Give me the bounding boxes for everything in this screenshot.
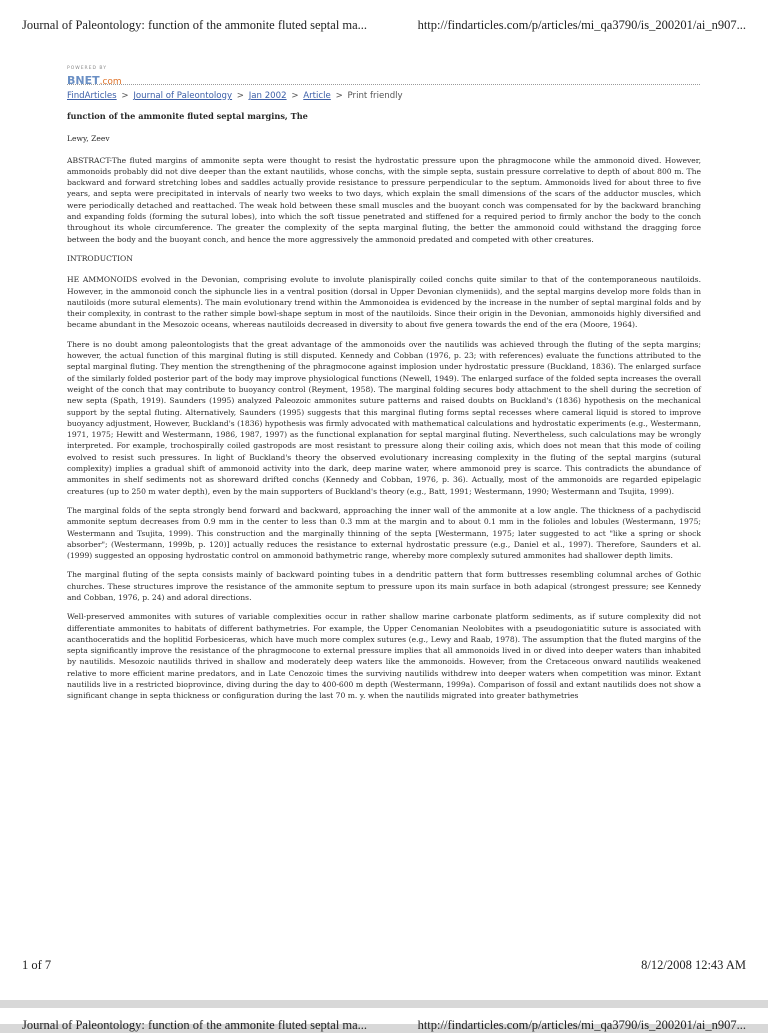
article-paragraph-4: The marginal fluting of the septa consists mainly of backward pointing tubes in a dendritic pattern that form buttresses resembling columnal arches of Gothic churches. These structures improve the resistance of the ammonite septum to pressure upon its main surface in both adapical (strongest pressure; see Kennedy and Cobban, 1976, p. 24) and adoral directions. — [67, 570, 701, 602]
breadcrumb-separator: > — [335, 91, 343, 101]
print-footer — [22, 958, 746, 974]
breadcrumb-link-article[interactable]: Article — [303, 91, 331, 101]
breadcrumb-link-issue[interactable]: Jan 2002 — [248, 91, 287, 101]
breadcrumb-separator: > — [236, 91, 244, 101]
breadcrumb-link-findarticles[interactable]: FindArticles — [67, 91, 117, 101]
next-page-header-title: Journal of Paleontology: function of the ammonite fluted septal ma... — [22, 1018, 368, 1032]
brand-name — [67, 74, 122, 87]
powered-by-label: POWERED BY — [67, 66, 108, 71]
section-heading: INTRODUCTION — [67, 253, 133, 263]
article-paragraph-1: HE AMMONOIDS evolved in the Devonian, comprising evolute to involute planispirally coiled conchs quite similar to that of the contemporaneous nautiloids. However, in the ammonoid conch the siphuncle lies in a ventral position (dorsal in Upper Devonian clymeniids), and the septal margins develop more folds than in nautiloids (more sutural elements). The main evolutionary trend within the Ammonoidea is evidenced by the increase in the number of septal marginal folds and by their complexity, in contrast to the rather simple bowl-shape septum in most of the nautiloids. Since their origin in the Devonian, ammonoids highly diversified and became abundant in the Mesozoic oceans, whereas nautiloids decreased in diversity to about five genera towards the end of the era (Moore, 1964). — [67, 275, 701, 330]
article-author: Lewy, Zeev — [67, 134, 110, 144]
breadcrumb — [67, 91, 403, 101]
next-page-header-url: http://findarticles.com/p/articles/mi_qa3790/is_200201/ai_n907... — [417, 1018, 746, 1032]
next-print-page — [0, 1008, 768, 1032]
dotted-divider — [67, 84, 700, 85]
page-number: 1 of 7 — [22, 958, 52, 972]
article-paragraph-3: The marginal folds of the septa strongly bend forward and backward, approaching the inner wall of the ammonite at a low angle. The thickness of a pachydiscid ammonite septum decreases from 0.9 mm in the center to less than 0.3 mm at the margin and to about 0.1 mm in the folioles and lobules (Westermann, 1975; Westermann and Tsujita, 1999). This construction and the marginally thinning of the septa [Westermann, 1975; later suggested to act "like a spring or shock absorber"; (Westermann, 1999b, p. 120)] actually reduces the resistance to external hydrostatic pressure (e.g., Daniel et al., 1997). Therefore, Saunders et al. (1999) suggested an opposing hydrostatic control on ammonoid bathymetric range, whereby more complexly sutured ammonites had shallower depth limits. — [67, 505, 701, 561]
article-body — [67, 111, 701, 710]
print-timestamp: 8/12/2008 12:43 AM — [641, 958, 746, 972]
print-header-url: http://findarticles.com/p/articles/mi_qa3790/is_200201/ai_n907... — [417, 18, 746, 32]
breadcrumb-current: Print friendly — [347, 91, 403, 101]
print-header-title: Journal of Paleontology: function of the ammonite fluted septal ma... — [22, 18, 368, 32]
brand-text: BNET — [67, 74, 100, 87]
article-title: function of the ammonite fluted septal margins, The — [67, 111, 308, 121]
breadcrumb-separator: > — [121, 91, 129, 101]
article-abstract: ABSTRACT-The fluted margins of ammonite septa were thought to resist the hydrostatic pressure upon the phragmocone while the ammonoid dived. However, ammonoids probably did not dive deeper than the extant nautilids, whose conchs, with the simple septa, sustain pressure correlative to depth of about 800 m. The backward and forward stretching lobes and saddles actually provide resistance to pressure perpendicular to the septum. Ammonoids lived for about three to five years, and septa were precipitated in intervals of nearly two weeks to two days, which explain the small dimensions of the scars of the adductor muscles, which were periodically detached and reattached. The weak hold between these small muscles and the buoyant conch was compensated for by the backward branching and expanding folds (forming the sutural lobes), into which the soft tissue penetrated and stiffened for a required period to firmly anchor the body to the conch throughout its whole circumference. The greater the complexity of the septa marginal fluting, the better the ammonoid could withstand the dragging force between the body and the buoyant conch, and hence the more aggressively the ammonoid predated and competed with other creatures. — [67, 155, 701, 244]
print-header — [22, 18, 746, 34]
article-paragraph-5: Well-preserved ammonites with sutures of variable complexities occur in rather shallow marine carbonate platform sediments, as if suture complexity did not differentiate ammonites to habitats of different bathymetries. For example, the Upper Cenomanian Neolobites with a pseudogoniatitic suture is associated with acanthoceratids and the hoplitid Forbesiceras, which have much more complex sutures (e.g., Lewy and Raab, 1978). The assumption that the fluted margins of the septa significantly improve the resistance of the phragmocone to external pressure implies that all ammonoids lived in or dived into deeper waters than inhabited by nautilids. Mesozoic nautilids thrived in shallow and moderately deep waters like the ammonoids. However, from the Cretaceous onward nautilids weakened relative to more efficient marine predators, and in Late Cenozoic times the surviving nautilids withdrew into deeper waters when competition was minor. Extant nautilids live in a restricted bioprovince, diving during the day to 400-600 m depth (Westermann, 1999a). Comparison of fossil and extant nautilids does not show a significant change in septa thickness or configuration during the last 70 m. y. when the nautilids migrated into greater bathymetries — [67, 612, 701, 701]
article-paragraph-2: There is no doubt among paleontologists that the great advantage of the ammonoids over the nautilids was achieved through the fluting of the septa margins; however, the actual function of this marginal fluting is still disputed. Kennedy and Cobban (1976, p. 23; with references) evaluate the functions attributed to the septal marginal fluting. They mention the strengthening of the phragmocone against implosion under hydrostatic pressure (Buckland, 1836). The enlarged surface of the similarly folded posterior part of the body may improve physiological functions (Newell, 1949). The enlarged surface of the folded septa increases the overall weight of the conch that may contribute to buoyancy control (Reyment, 1958). The marginal folding secures body attachment to the shell during the secretion of new septa (Spath, 1919). Saunders (1995) analyzed Paleozoic ammonites suture patterns and raised doubts on Buckland's (1836) hypothesis on the mechanical support by the septal fluting. Alternatively, Saunders (1995) suggests that this marginal fluting forms septal recesses where cameral liquid is stored to improve buoyancy adjustment, However, Buckland's (1836) hypothesis was firmly advocated with mathematical calculations and hydrostatic experiments (e.g., Westermann, 1971, 1975; Hewitt and Westermann, 1986, 1987, 1997) as the functional explanation for septal marginal fluting. Nevertheless, such calculations may be wrongly interpreted. For example, trochospirally coiled gastropods are most resistant to pressure along their coiling axis, which does not mean that this mode of coiling evolved to resist such pressures. In light of Buckland's theory the observed evolutionary increasing complexity in the fluting of the septal margins (sutural complexity) implies a gradual shift of ammonoid activity into the dark, deep marine water, where ammonoid prey is scarce. This contradicts the abundance of ammonites in shelf sediments not as shoreward drifted conchs (Kennedy and Cobban, 1976, p. 36). Actually, most of the ammonoids are regarded epipelagic creatures (up to 250 m water depth), even by the main supporters of Buckland's theory (e.g., Batt, 1991; Westermann, 1990; Westermann and Tsujita, 1999). — [67, 339, 701, 496]
breadcrumb-link-journal[interactable]: Journal of Paleontology — [133, 91, 233, 101]
brand-suffix: .com — [99, 77, 122, 87]
breadcrumb-separator: > — [291, 91, 299, 101]
